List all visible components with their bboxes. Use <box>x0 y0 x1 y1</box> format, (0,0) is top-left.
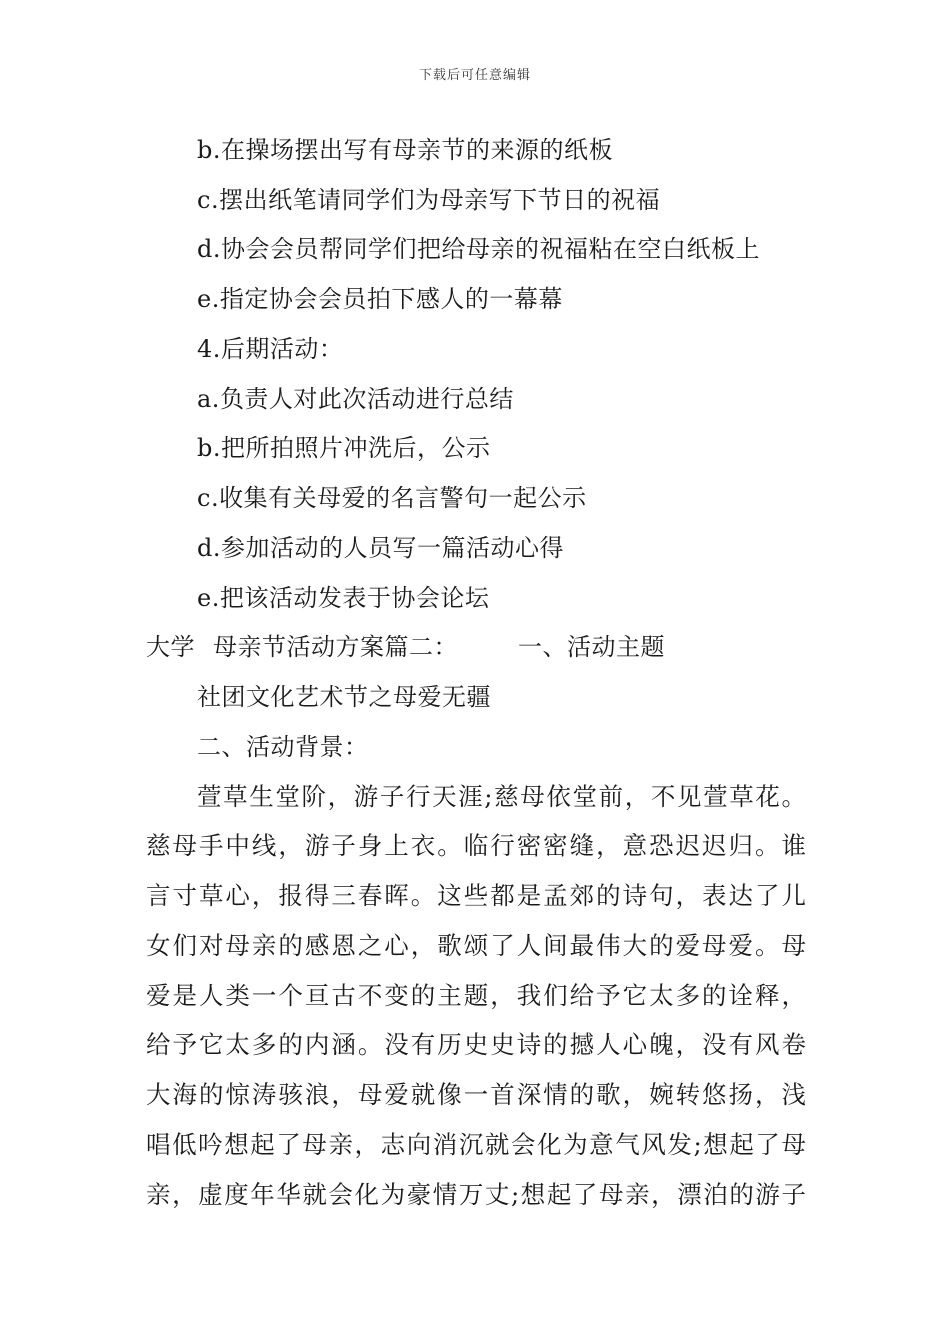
paragraph-line: 唱低吟想起了母亲，志向消沉就会化为意气风发;想起了母 <box>146 1130 806 1159</box>
list-item: c.收集有关母爱的名言警句一起公示 <box>197 484 587 512</box>
list-item: d.协会会员帮同学们把给母亲的祝福粘在空白纸板上 <box>197 235 760 263</box>
paragraph-line: 亲，虚度年华就会化为豪情万丈;想起了母亲，漂泊的游子 <box>146 1180 806 1209</box>
title-part-3: 一、活动主题 <box>518 633 665 661</box>
page-header: 下载后可任意编辑 <box>418 68 531 83</box>
list-item: b.在操场摆出写有母亲节的来源的纸板 <box>197 136 613 164</box>
paragraph-line: 萱草生堂阶，游子行天涯;慈母依堂前，不见萱草花。 <box>197 782 806 811</box>
paragraph-line: 给予它太多的内涵。没有历史史诗的撼人心魄，没有风卷 <box>146 1030 806 1059</box>
list-item: c.摆出纸笔请同学们为母亲写下节日的祝福 <box>197 186 661 214</box>
title-part-1: 大学 <box>146 633 195 661</box>
title-part-2: 母亲节活动方案篇二： <box>213 633 458 661</box>
list-item: b.把所拍照片冲洗后，公示 <box>197 434 491 462</box>
section-heading: 4.后期活动： <box>197 335 344 363</box>
paragraph-line: 言寸草心，报得三春晖。这些都是孟郊的诗句，表达了儿 <box>146 881 806 910</box>
article-title <box>146 631 665 663</box>
paragraph-line: 爱是人类一个亘古不变的主题，我们给予它太多的诠释， <box>146 981 806 1010</box>
list-item: d.参加活动的人员写一篇活动心得 <box>197 534 564 562</box>
theme-text: 社团文化艺术节之母爱无疆 <box>197 683 491 711</box>
background-heading: 二、活动背景： <box>197 733 369 761</box>
paragraph-line: 慈母手中线，游子身上衣。临行密密缝，意恐迟迟归。谁 <box>146 831 806 860</box>
paragraph-line: 大海的惊涛骇浪，母爱就像一首深情的歌，婉转悠扬，浅 <box>146 1080 806 1109</box>
list-item: a.负责人对此次活动进行总结 <box>197 385 514 413</box>
list-item: e.指定协会会员拍下感人的一幕幕 <box>197 285 563 313</box>
paragraph-line: 女们对母亲的感恩之心，歌颂了人间最伟大的爱母爱。母 <box>146 931 806 960</box>
list-item: e.把该活动发表于协会论坛 <box>197 584 490 612</box>
